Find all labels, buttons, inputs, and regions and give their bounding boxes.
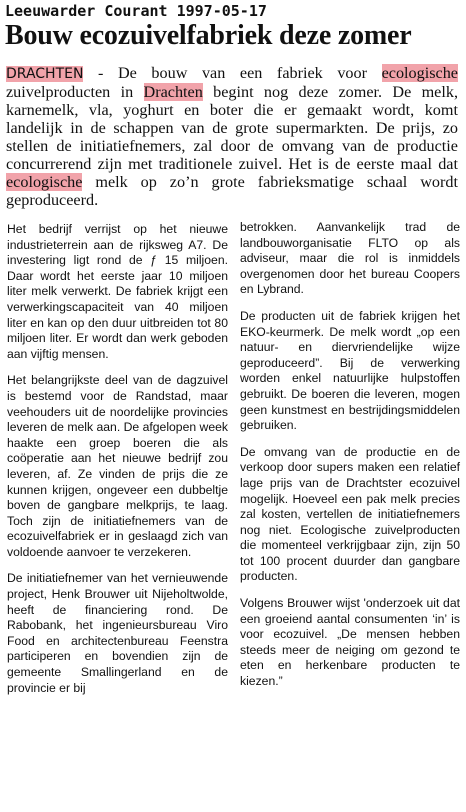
- lead-text-4: melk op zo’n grote fabrieksmatige schaal wordt geproduceerd.: [6, 173, 458, 209]
- left-column: [7, 222, 228, 707]
- lead-text-2: zuivelproducten in: [6, 83, 144, 101]
- body-paragraph: De initiatiefnemer van het vernieuwende project, Henk Brouwer uit Nijeholtwolde, heeft de financiering rond. De Rabobank, het ingenieursbureau Viro Food en architectenbureau Feenstra participeren en bovendien zijn de gemeente Smallingerland en de provincie er bij: [7, 571, 228, 695]
- body-paragraph: Het belangrijkste deel van de dagzuivel is bestemd voor de Randstad, maar veehouders uit de noordelijke provincies leveren de melk aan. De afgelopen week haakte een groep boeren die als coöperatie aan het nieuwe bedrijf zou leveren, af. Ze vinden de prijs die ze kunnen krijgen, ongeveer een dubbeltje boven de gangbare melkprijs, te laag. Toch zijn de initiatiefnemers van de ecozuivelfabriek er in geslaagd zich van voldoende aanvoer te verzekeren.: [7, 373, 228, 559]
- highlight-drachten: Drachten: [143, 83, 203, 101]
- body-paragraph: De omvang van de productie en de verkoop door supers maken een relatief lage prijs van de Drachtster ecozuivel mogelijk. Hoeveel een pak melk precies zal kosten, vertellen de initiatiefnemers nog niet. Ecologische zuivelproducten die momenteel verkrijgbaar zijn, zijn 50 tot 100 procent duurder dan gangbare producten.: [240, 444, 460, 584]
- lead-text-3: begint nog deze zomer. De melk, karnemelk, vla, yoghurt en boter die er gemaakt wordt, komt landelijk in de schappen van de grote supermarkten. De prijs, zo stellen de initiatiefnemers, zal door de omvang van de productie concurrerend zijn met traditionele zuivel. Het is de eerste maal dat: [6, 83, 458, 173]
- body-paragraph: Volgens Brouwer wijst 'onderzoek uit dat een groeiend aantal consumenten ‘in’ is voor ecozuivel. „De mensen hebben steeds meer de neiging om gezond te eten en herkenbare producten te kiezen.”: [240, 596, 460, 689]
- dateline-dash: -: [83, 64, 118, 82]
- headline: Bouw ecozuivelfabriek deze zomer: [5, 20, 412, 51]
- lead-paragraph: [6, 64, 458, 209]
- right-column: [240, 220, 460, 701]
- highlight-ecologische-1: ecologische: [381, 64, 458, 82]
- masthead: Leeuwarder Courant 1997-05-17: [5, 2, 267, 20]
- lead-text-1: De bouw van een fabriek voor: [117, 64, 382, 82]
- body-paragraph: betrokken. Aanvankelijk trad de landbouworganisatie FLTO op als adviseur, maar die rol is inmiddels overgenomen door het bureau Coopers en Lybrand.: [240, 220, 460, 297]
- body-paragraph: De producten uit de fabriek krijgen het EKO-keurmerk. De melk wordt „op een natuur- en diervriendelijke wijze geproduceerd”. Bij de verwerking worden enkel natuurlijke hulpstoffen gebruikt. De boeren die leveren, mogen geen kunstmest en bestrijdingsmiddelen gebruiken.: [240, 308, 460, 433]
- body-paragraph: Het bedrijf verrijst op het nieuwe industrieterrein aan de rijksweg A7. De investering ligt rond de ƒ 15 miljoen. Daar wordt het eerste jaar 10 miljoen liter melk verwerkt. De fabriek krijgt een verwerkingscapaciteit van 40 miljoen liter en kan op den duur uitbreiden tot 80 miljoen liter. Er wordt dan werk geboden aan vijftig mensen.: [7, 222, 228, 361]
- highlight-ecologische-2: ecologische: [6, 173, 83, 191]
- dateline: DRACHTEN: [6, 66, 84, 82]
